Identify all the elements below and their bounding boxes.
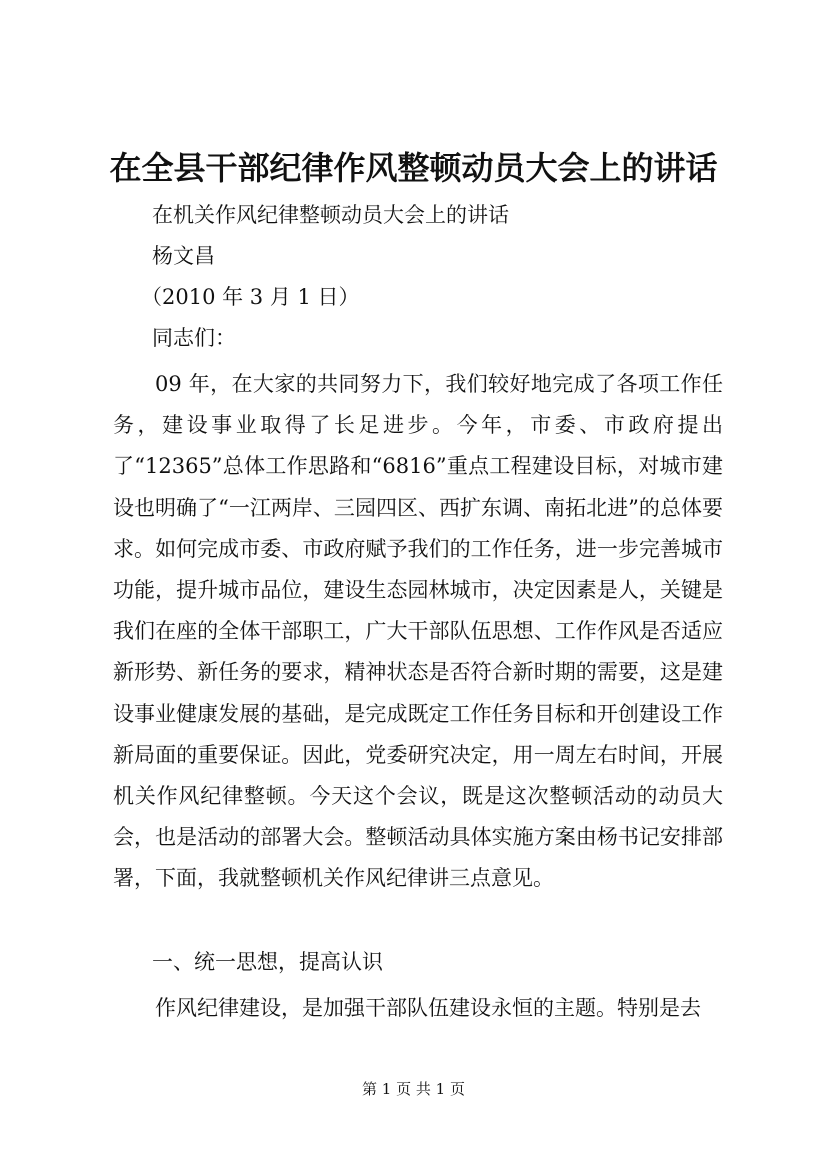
paragraph-1: 09 年，在大家的共同努力下，我们较好地完成了各项工作任务，建设事业取得了长足进步。今年，市委、市政府提出了“12365”总体工作思路和“6816”重点工程建设目标，对城市建设也明确了“一江两岸、三园四区、西扩东调、南拓北进”的总体要求。如何完成市委、市政府赋予我们的工作任务，进一步完善城市功能，提升城市品位，建设生态园林城市，决定因素是人，关键是我们在座的全体干部职工，广大干部队伍思想、工作作风是否适应新形势、新任务的要求，精神状态是否符合新时期的需要，这是建设事业健康发展的基础，是完成既定工作任务目标和开创建设工作新局面的重要保证。因此，党委研究决定，用一周左右时间，开展机关作风纪律整顿。今天这个会议，既是这次整顿活动的动员大会，也是活动的部署大会。整顿活动具体实施方案由杨书记安排部署，下面，我就整顿机关作风纪律讲三点意见。 bbox=[113, 372, 723, 891]
document-subtitle: 在机关作风纪律整顿动员大会上的讲话 bbox=[152, 203, 509, 227]
speech-date: （2010 年 3 月 1 日） bbox=[141, 285, 360, 309]
salutation: 同志们： bbox=[152, 326, 236, 350]
author-name: 杨文昌 bbox=[152, 244, 215, 268]
section-1-heading: 一、统一思想，提高认识 bbox=[152, 950, 383, 974]
page-footer: 第 1 页 共 1 页 bbox=[362, 1080, 465, 1098]
paragraph-2: 作风纪律建设，是加强干部队伍建设永恒的主题。特别是去 bbox=[155, 996, 701, 1020]
document-title: 在全县干部纪律作风整顿动员大会上的讲话 bbox=[109, 149, 718, 187]
